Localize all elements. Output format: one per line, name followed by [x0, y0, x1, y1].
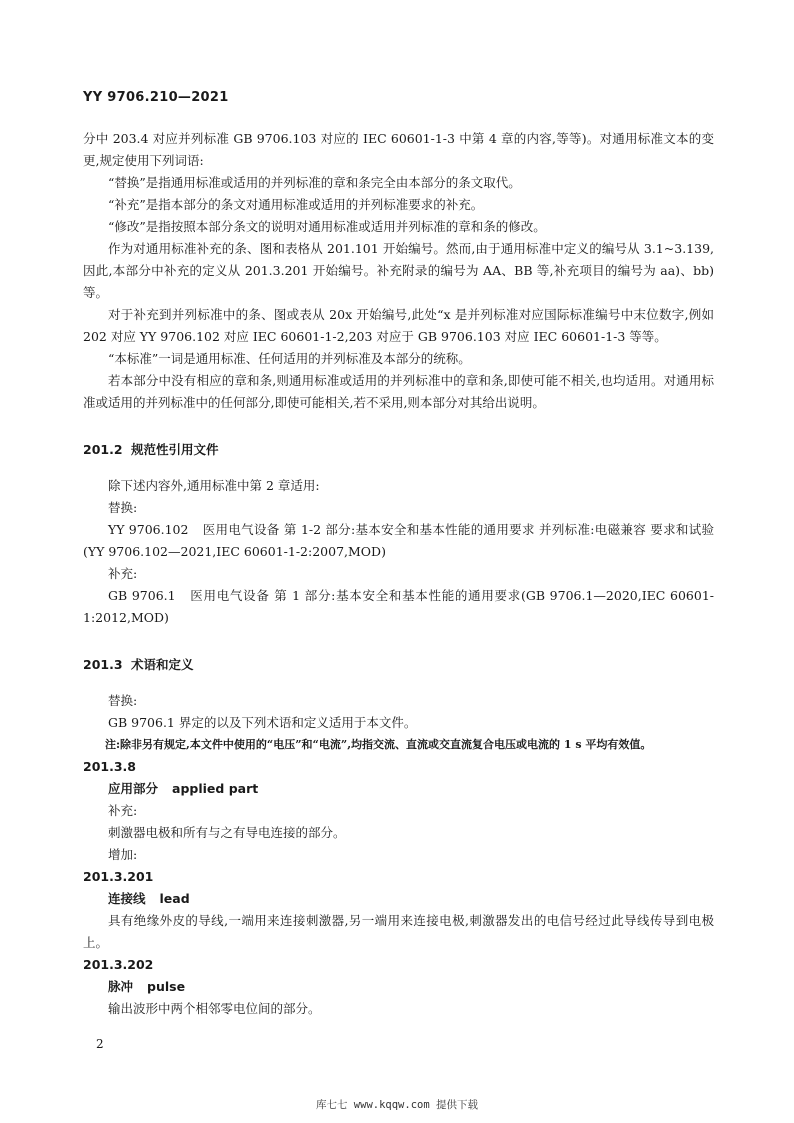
clause-number: 201.3.201 — [83, 869, 154, 884]
intro-paragraph: 若本部分中没有相应的章和条,则通用标准或适用的并列标准中的章和条,即使可能不相关,也均适用。对通用标准或适用的并列标准中的任何部分,即使可能相关,若不采用,则本部分对其给出说明。 — [83, 373, 714, 410]
term-chinese: 应用部分 — [108, 781, 159, 796]
term-entry — [83, 888, 714, 910]
term-entry — [83, 778, 714, 800]
term-chinese: 脉冲 — [108, 979, 134, 994]
intro-paragraph: 对于补充到并列标准中的条、图或表从 20x 开始编号,此处“x 是并列标准对应国际标准编号中末位数字,例如 202 对应 YY 9706.102 对应 IEC 60601-1-2,203 对应于 GB 9706.103 对应 IEC 60601-1-3 等等。 — [83, 307, 714, 344]
section-number: 201.2 — [83, 442, 123, 457]
download-watermark: 库七七 www.kqqw.com 提供下载 — [315, 1099, 478, 1111]
section-heading-201-2 — [83, 439, 714, 461]
supplement-label: 补充: — [108, 566, 138, 581]
note-text: 注:除非另有规定,本文件中使用的“电压”和“电流”,均指交流、直流或交直流复合电压或电流的 1 s 平均有效值。 — [105, 738, 652, 751]
replace-label: 替换: — [108, 693, 138, 708]
term-chinese: 连接线 — [108, 891, 146, 906]
normative-reference — [83, 585, 714, 629]
term-english: pulse — [147, 979, 186, 994]
normative-reference — [83, 519, 714, 563]
intro-paragraph: “替换”是指通用标准或适用的并列标准的章和条完全由本部分的条文取代。 — [108, 175, 521, 190]
term-definition: 具有绝缘外皮的导线,一端用来连接刺激器,另一端用来连接电极,刺激器发出的电信号经过此导线传导到电极上。 — [83, 913, 714, 950]
section-paragraph: 除下述内容外,通用标准中第 2 章适用: — [108, 478, 320, 493]
document-body — [83, 128, 714, 1020]
replace-label: 替换: — [108, 500, 138, 515]
clause-number: 201.3.8 — [83, 759, 136, 774]
intro-paragraph: “修改”是指按照本部分条文的说明对通用标准或适用并列标准的章和条的修改。 — [108, 219, 546, 234]
section-title: 规范性引用文件 — [131, 442, 219, 457]
section-title: 术语和定义 — [131, 657, 194, 672]
section-paragraph: GB 9706.1 界定的以及下列术语和定义适用于本文件。 — [108, 715, 417, 730]
reference-title: 医用电气设备 第 1 部分:基本安全和基本性能的通用要求(GB 9706.1—2020,IEC 60601-1:2012,MOD) — [83, 588, 714, 625]
reference-code: GB 9706.1 — [108, 588, 176, 603]
term-definition: 输出波形中两个相邻零电位间的部分。 — [108, 1001, 321, 1016]
clause-number: 201.3.202 — [83, 957, 154, 972]
intro-paragraph: “补充”是指本部分的条文对通用标准或适用的并列标准要求的补充。 — [108, 197, 484, 212]
term-definition: 刺激器电极和所有与之有导电连接的部分。 — [108, 825, 346, 840]
term-english: lead — [159, 891, 190, 906]
standard-code: YY 9706.210—2021 — [83, 90, 229, 105]
term-entry — [83, 976, 714, 998]
section-number: 201.3 — [83, 657, 123, 672]
intro-paragraph: 作为对通用标准补充的条、图和表格从 201.101 开始编号。然而,由于通用标准中定义的编号从 3.1~3.139,因此,本部分中补充的定义从 201.3.201 开始编号。补充附录的编号为 AA、BB 等,补充项目的编号为 aa)、bb)等。 — [83, 241, 714, 300]
intro-paragraph: “本标准”一词是通用标准、任何适用的并列标准及本部分的统称。 — [108, 351, 471, 366]
supplement-label: 补充: — [108, 803, 138, 818]
page-number: 2 — [96, 1037, 104, 1051]
term-english: applied part — [172, 781, 259, 796]
intro-paragraph: 分中 203.4 对应并列标准 GB 9706.103 对应的 IEC 60601-1-3 中第 4 章的内容,等等)。对通用标准文本的变更,规定使用下列词语: — [83, 131, 714, 168]
reference-title: 医用电气设备 第 1-2 部分:基本安全和基本性能的通用要求 并列标准:电磁兼容 要求和试验(YY 9706.102—2021,IEC 60601-1-2:2007,MOD) — [83, 522, 715, 559]
reference-code: YY 9706.102 — [108, 522, 189, 537]
add-label: 增加: — [108, 847, 138, 862]
section-heading-201-3 — [83, 654, 714, 676]
